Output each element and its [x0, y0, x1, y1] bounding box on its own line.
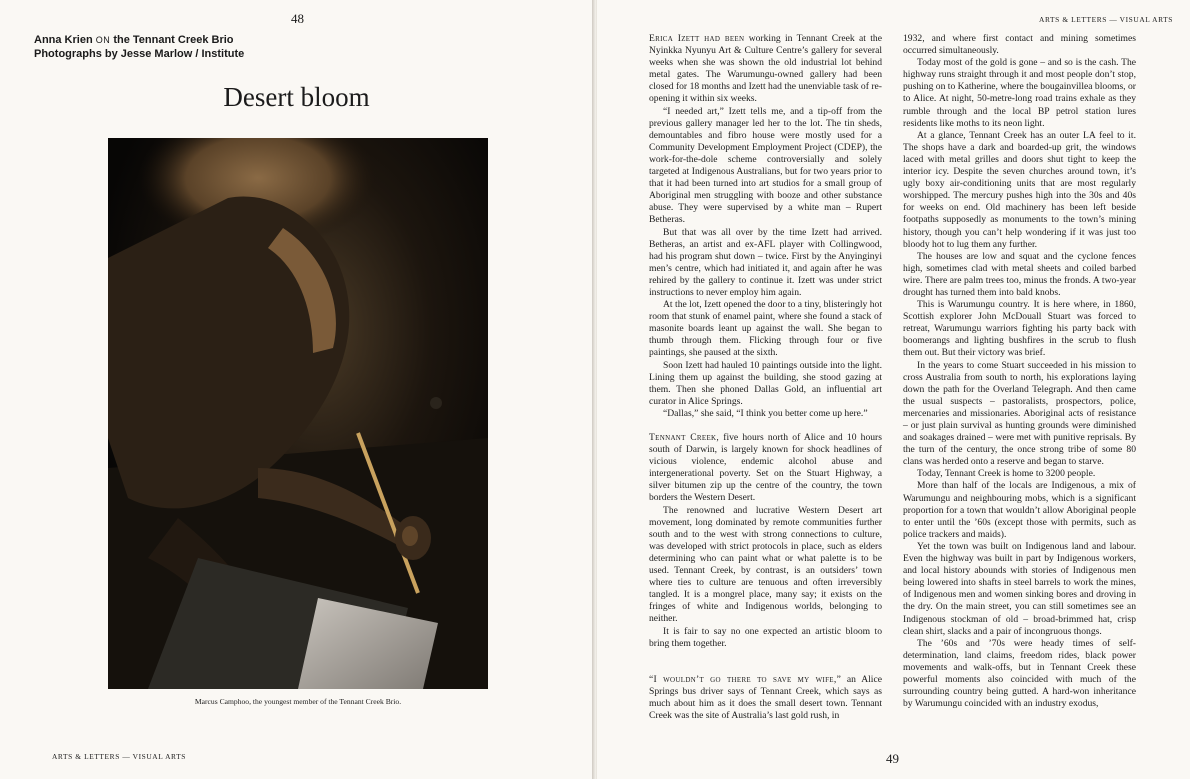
paragraph: Erica Izett had been working in Tennant Creek at the Nyinkka Nyunyu Art & Culture Centre’s gallery for several weeks when she was shown the old industrial lot behind metal gates. The Warumungu-owned gallery had been closed for 18 months and Izett had the unenviable task of re-opening it within six weeks. — [649, 33, 882, 105]
body-column-1 — [649, 33, 882, 722]
section-start-paragraph: “I wouldn’t go there to save my wife,” an Alice Springs bus driver says of Tennant Creek, which says as much about him as it does the small desert town. Tennant Creek was the site of Australia’s last gold rush, in — [649, 673, 882, 721]
page-number-left: 48 — [291, 11, 304, 26]
section-start-paragraph: Tennant Creek, five hours north of Alice and 10 hours south of Darwin, is largely known for shock headlines of vicious violence, endemic alcohol abuse and intergenerational poverty. Set on the Stuart Highway, a silver bitumen zip up the centre of the country, the town borders the Western Desert. — [649, 432, 882, 504]
paragraph: The houses are low and squat and the cyclone fences high, sometimes clad with metal sheets and coiled barbed wire. There are palm trees too, minus the fronds. A two-year drought has turned them into bald knobs. — [903, 250, 1136, 298]
paragraph: Yet the town was built on Indigenous land and labour. Even the highway was built in part by Indigenous workers, and local history abounds with stories of Indigenous men being lowered into shafts in steel barrels to work the mines, of Indigenous men and women sinking bores and droving in the dry. On the main street, you can still sometimes see an Indigenous stockman of old – broad-brimmed hat, crisp clean shirt, slacks and a pair of incongruous thongs. — [903, 540, 1136, 637]
paragraph: Soon Izett had hauled 10 paintings outside into the light. Lining them up against the building, she stood gazing at them. Then she phoned Dallas Gold, an influential art curator in Alice Springs. — [649, 359, 882, 407]
photo-credit: Photographs by Jesse Marlow / Institute — [34, 48, 245, 60]
byline — [34, 33, 244, 61]
photo-illustration — [108, 138, 488, 689]
byline-author: Anna Krien — [34, 34, 93, 46]
body-column-2 — [903, 33, 1136, 710]
paragraph: “I needed art,” Izett tells me, and a tip-off from the previous gallery manager led her to the lot. The tin sheds, demountables and fibro house were mostly used for a Community Development Employment Project (CDEP), the work-for-the-dole scheme controversially and solely targeted at Indigenous Australians, but for two years prior to that it had been turned into art studios for a small group of Aboriginal men struggling with booze and other substance abuse. They were supervised by a white man – Rupert Betheras. — [649, 105, 882, 226]
paragraph: At a glance, Tennant Creek has an outer LA feel to it. The shops have a dark and boarded-up grit, the windows laced with metal grilles and doors shut tight to keep the interior icy. Despite the seven churches around town, it’s ugly boxy air-conditioning units that are most regularly worshipped. The mercury pushes high into the 30s and 40s for weeks on end. Old machinery has been left beside footpaths supposedly as monuments to the town’s mining history, though you can’t help wondering if it was just too bloody hot to lug them any further. — [903, 129, 1136, 250]
article-title: Desert bloom — [223, 82, 370, 112]
byline-subject: the Tennant Creek Brio — [113, 34, 234, 46]
paragraph: It is fair to say no one expected an artistic bloom to bring them together. — [649, 625, 882, 649]
paragraph: But that was all over by the time Izett had arrived. Betheras, an artist and ex-AFL player with Collingwood, had his program shut down – twice. First by the Anyinginyi men’s centre, which had initiated it, and again after he was rehired by the gallery to continue it. Izett was under strict instructions to never employ him again. — [649, 226, 882, 298]
right-page — [597, 0, 1190, 779]
paragraph: Today most of the gold is gone – and so is the cash. The highway runs straight through it and most people don’t stop, pushing on to Katherine, where the bougainvillea blooms, or to Alice. At night, 50-metre-long road trains exhale as they rumble through and the local BP petrol station lures residents like moths to its neon light. — [903, 57, 1136, 129]
paragraph: The renowned and lucrative Western Desert art movement, long dominated by remote communities further south and to the west with strong connections to culture, was developed with strict protocols in place, such as elders determining who can paint what or what palette is to be used. Tennant Creek, by contrast, is an outsiders’ town where ties to culture are tenuous and often irreversibly tangled. It is a mongrel place, many say; it exists on the fringes of white and Indigenous worlds, belonging to neither. — [649, 504, 882, 625]
paragraph: The ’60s and ’70s were heady times of self-determination, land claims, freedom rides, black power movements and walk-offs, but in Tennant Creek these powerful moments also coincided with much of the surrounding country being gutted. A hard-won inheritance by Warumungu coincided with an industry exodus, — [903, 637, 1136, 710]
page-number-right: 49 — [886, 751, 899, 766]
paragraph: This is Warumungu country. It is here where, in 1860, Scottish explorer John McDouall Stuart was forced to retreat, Warumungu warriors fighting his party back with boomerangs and lighting bushfires in the scrub to flush them out. But their victory was brief. — [903, 299, 1136, 359]
running-footer-left: ARTS & LETTERS — VISUAL ARTS — [52, 752, 186, 761]
paragraph: In the years to come Stuart succeeded in his mission to cross Australia from south to north, his explorations laying down the path for the Overland Telegraph. And then came the usual suspects – pastoralists, prospectors, police, mercenaries and missionaries. Aboriginal acts of resistance – or just plain survival as hunting grounds were diminished and soakages drained – were met with punitive reprisals. By the turn of the century, the once strong tribe of some 80 clans was herded onto a reserve and began to starve. — [903, 359, 1136, 468]
running-header-right: ARTS & LETTERS — VISUAL ARTS — [1039, 15, 1173, 24]
left-page — [0, 0, 593, 779]
article-photo — [108, 138, 488, 689]
paragraph: 1932, and where first contact and mining sometimes occurred simultaneously. — [903, 33, 1136, 57]
byline-on: ON — [95, 35, 111, 45]
paragraph: More than half of the locals are Indigenous, a mix of Warumungu and neighbouring mobs, which is a significant proportion for a town that wouldn’t allow Aboriginal people to enter until the ’60s (except those with permits, such as police trackers and maids). — [903, 480, 1136, 540]
paragraph: Today, Tennant Creek is home to 3200 people. — [917, 468, 1096, 480]
paragraph: “Dallas,” she said, “I think you better come up here.” — [663, 407, 868, 419]
byline-author-line — [34, 33, 244, 47]
paragraph: At the lot, Izett opened the door to a tiny, blisteringly hot room that stunk of enamel paint, where she found a stack of masonite boards leant up against the wall. She began to thumb through them. Flicking through four or five paintings, she paused at the sixth. — [649, 299, 882, 359]
photo-caption: Marcus Camphoo, the youngest member of the Tennant Creek Brio. — [194, 697, 402, 706]
